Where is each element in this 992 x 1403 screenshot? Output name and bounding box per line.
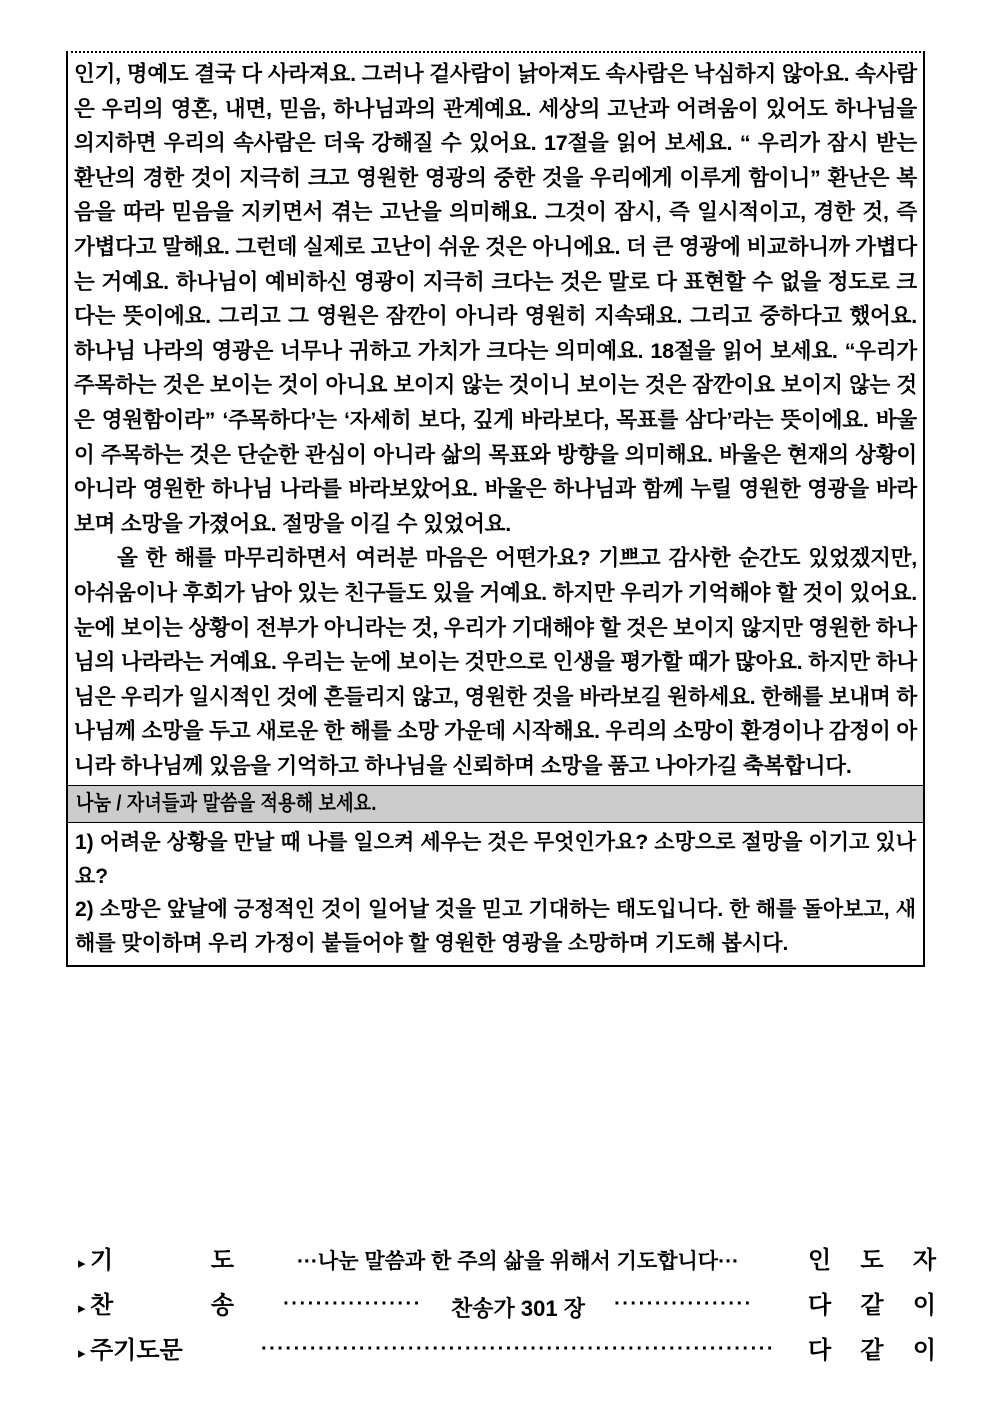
hymn-number-label: 찬송가 301 장 (451, 1295, 585, 1321)
liturgy-item-name-hymn (90, 1285, 240, 1320)
liturgy-leader-hymn (796, 1285, 936, 1320)
liturgy-leader-char: 이 (912, 1337, 936, 1364)
liturgy-row-prayer (66, 1240, 936, 1285)
sharing-section-header-label: 나눔 / 자녀들과 말씀을 적용해 보세요. (76, 792, 377, 816)
questions-cell (68, 823, 923, 965)
liturgy-leader-char: 같 (860, 1337, 884, 1364)
liturgy-detail-lords-prayer (240, 1342, 796, 1362)
liturgy-detail-prayer (240, 1245, 796, 1275)
leader-dots-right: ················· (614, 1294, 753, 1314)
liturgy-name-char: 기 (90, 1247, 114, 1274)
lesson-paragraph-2: 올 한 해를 마무리하면서 여러분 마음은 어떤가요? 기쁘고 감사한 순간도 있었겠지만, 아쉬움이나 후회가 남아 있는 친구들도 있을 거예요. 하지만 우리가 기억해야 할 것이 있어요. 눈에 보이는 상황이 전부가 아니라는 것, 우리가 기대해야 할 것은 보이지 않지만 영원한 하나님의 나라라는 거예요. 우리는 눈에 보이는 것만으로 인생을 평가할 때가 많아요. 하지만 하나님은 우리가 일시적인 것에 흔들리지 않고, 영원한 것을 바라보길 원하세요. 한해를 보내며 하나님께 소망을 두고 새로운 한 해를 소망 가운데 시작해요. 우리의 소망이 환경이나 감정이 아니라 하나님께 있음을 기억하고 하나님을 신뢰하며 소망을 품고 나아가길 축복합니다. (74, 546, 917, 778)
bullet-arrow-icon: ▸ (78, 1255, 86, 1272)
lesson-body-cell (68, 53, 923, 785)
liturgy-name-char: 주기도문 (90, 1337, 183, 1364)
liturgy-name-char: 송 (210, 1292, 234, 1319)
sharing-section-header (68, 785, 923, 823)
liturgy-leader-lords-prayer (796, 1330, 936, 1365)
liturgy-row-lords-prayer (66, 1330, 936, 1375)
liturgy-item-name-prayer (90, 1240, 240, 1275)
liturgy-leader-char: 도 (860, 1247, 884, 1274)
leader-dots: ······························································· (260, 1342, 776, 1359)
liturgy-name-char: 찬 (90, 1292, 114, 1319)
liturgy-leader-char: 인 (808, 1247, 832, 1274)
liturgy-leader-char: 자 (912, 1247, 936, 1274)
liturgy-leader-char: 다 (808, 1292, 832, 1319)
liturgy-item-name-lords-prayer (90, 1330, 240, 1365)
liturgy-detail-hymn (240, 1292, 796, 1323)
main-content-table (66, 51, 925, 967)
liturgy-leader-char: 이 (912, 1292, 936, 1319)
liturgy-leader-char: 다 (808, 1337, 832, 1364)
bullet-arrow-icon: ▸ (78, 1300, 86, 1317)
liturgy-leader-prayer (796, 1240, 936, 1275)
liturgy-leader-char: 같 (860, 1292, 884, 1319)
leader-dots-left: ················· (283, 1294, 422, 1314)
liturgy-list (66, 1240, 936, 1375)
question-item-1: 1) 어려운 상황을 만날 때 나를 일으켜 세우는 것은 무엇인가요? 소망으로 절망을 이기고 있나요? (75, 831, 916, 888)
lesson-paragraph-1: 인기, 명예도 결국 다 사라져요. 그러나 겉사람이 낡아져도 속사람은 낙심하지 않아요. 속사람은 우리의 영혼, 내면, 믿음, 하나님과의 관계예요. 세상의 고난과 어려움이 있어도 하나님을 의지하면 우리의 속사람은 더욱 강해질 수 있어요. 17절을 읽어 보세요. “ 우리가 잠시 받는 환난의 경한 것이 지극히 크고 영원한 영광의 중한 것을 우리에게 이루게 함이니” 환난은 복음을 따라 믿음을 지키면서 겪는 고난을 의미해요. 그것이 잠시, 즉 일시적이고, 경한 것, 즉 가볍다고 말해요. 그런데 실제로 고난이 쉬운 것은 아니에요. 더 큰 영광에 비교하니까 가볍다는 거예요. 하나님이 예비하신 영광이 지극히 크다는 것은 말로 다 표현할 수 없을 정도로 크다는 뜻이에요. 그리고 그 영원은 잠깐이 아니라 영원히 지속돼요. 그리고 중하다고 했어요. 하나님 나라의 영광은 너무나 귀하고 가치가 크다는 의미예요. 18절을 읽어 보세요. “우리가 주목하는 것은 보이는 것이 아니요 보이지 않는 것이니 보이는 것은 잠깐이요 보이지 않는 것은 영원함이라” ‘주목하다’는 ‘자세히 보다, 깊게 바라보다, 목표를 삼다’라는 뜻이에요. 바울이 주목하는 것은 단순한 관심이 아니라 삶의 목표와 방향을 의미해요. 바울은 현재의 상황이 아니라 영원한 하나님 나라를 바라보았어요. 바울은 하나님과 함께 누릴 영원한 영광을 바라보며 소망을 가졌어요. 절망을 이길 수 있었어요. (74, 62, 917, 536)
bullet-arrow-icon: ▸ (78, 1345, 86, 1362)
question-item-2: 2) 소망은 앞날에 긍정적인 것이 일어날 것을 믿고 기대하는 태도입니다. 한 해를 돌아보고, 새해를 맞이하며 우리 가정이 붙들어야 할 영원한 영광을 소망하며 기도해 봅시다. (75, 898, 916, 955)
liturgy-detail-text: ···나눈 말씀과 한 주의 삶을 위해서 기도합니다··· (296, 1250, 740, 1273)
liturgy-name-char: 도 (210, 1247, 234, 1274)
liturgy-row-hymn (66, 1285, 936, 1330)
